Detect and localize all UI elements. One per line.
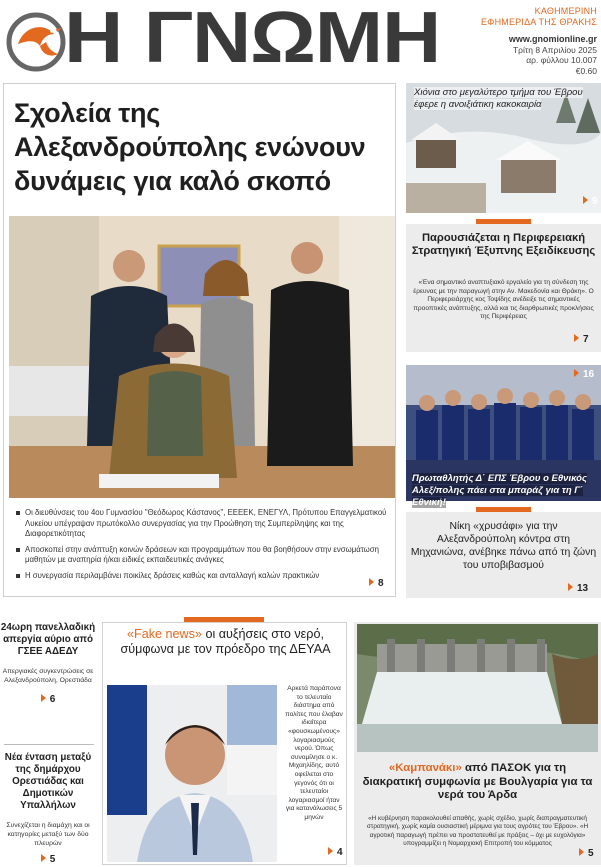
fake-news-page-ref[interactable]: 4 — [328, 847, 343, 858]
masthead — [0, 0, 601, 80]
left-column-lower — [0, 752, 96, 865]
divider — [4, 744, 94, 745]
tension-headline[interactable]: Νέα ένταση μεταξύ της δημάρχου Ορεστιάδας και Δημοτικών Υπαλλήλων — [4, 752, 92, 811]
strategy-headline[interactable]: Παρουσιάζεται η Περιφερειακή Στρατηγική Έξυπνης Εξειδίκευσης — [411, 232, 596, 257]
football-page-ref[interactable]: 16 — [574, 369, 594, 380]
snow-caption-text: Χιόνια στο μεγαλύτερο τμήμα του Έβρου έφερε η ανοιξιάτικη κακοκαιρία — [414, 87, 583, 110]
strategy-text: «Ένα σημαντικό αναπτυξιακό εργαλείο για τη σύνδεση της έρευνας με την παραγωγή στην Αν. Μακεδονία και Θράκη». Ο Περιφερειάρχης κος Τοψίδης ανέδειξε τις σημαντικές προοπτικές ανάπτυξης, αλλά και τις διαρθρωτικές προκλήσεις της Περιφέρειας — [413, 279, 594, 321]
football-caption[interactable] — [412, 473, 597, 509]
dam-waterfall-illustration — [357, 624, 598, 752]
strike-headline[interactable]: 24ωρη πανελλαδική απεργία αύριο από ΓΣΕΕ ΑΔΕΔΥ — [0, 622, 96, 657]
dam-photo — [357, 624, 598, 752]
football-caption-text: Πρωταθλητής Δ΄ ΕΠΣ Έβρου ο Εθνικός Αλεξ/πολης πάει στα μπαράζ για τη Γ΄ Εθνική! — [412, 473, 587, 508]
lead-bullet: Η συνεργασία περιλαμβάνει ποικίλες δράσεις καθώς και ανταλλαγή καλών πρακτικών — [16, 571, 388, 582]
left-column — [0, 622, 96, 705]
snow-story[interactable] — [406, 83, 601, 213]
dam-story[interactable] — [354, 622, 601, 865]
fake-news-story[interactable] — [102, 622, 347, 865]
dam-headline[interactable] — [360, 762, 595, 803]
football-story[interactable] — [406, 365, 601, 508]
masthead-title: Η ΓΝΩΜΗ — [64, 0, 441, 78]
masthead-price: €0.60 — [575, 66, 597, 76]
dam-title-rest: από ΠΑΣΟΚ για τη διακρατική συμφωνία με Βουλγαρία για τα νερά του Άρδα — [362, 762, 593, 801]
fake-news-headline[interactable] — [107, 627, 344, 657]
strike-text: Απεργιακές συγκεντρώσεις σε Αλεξανδρούπολη, Ορεστιάδα — [2, 668, 94, 684]
masthead-issue: αρ. φύλλου 10.007 — [526, 55, 597, 66]
dam-page-ref[interactable]: 5 — [579, 848, 594, 859]
lead-bullets — [16, 508, 388, 586]
fake-news-quote: «Fake news» — [127, 627, 202, 641]
dam-quote: «Καμπανάκι» — [388, 762, 462, 774]
man-portrait-illustration — [107, 685, 277, 862]
tension-page-ref[interactable]: 5 — [0, 854, 96, 865]
lead-headline[interactable]: Σχολεία της Αλεξανδρούπολης ενώνουν δυνάμεις για καλό σκοπό — [14, 98, 366, 196]
people-signing-illustration — [9, 216, 395, 498]
fake-news-photo — [107, 685, 277, 862]
lead-bullet: Αποσκοπεί στην ανάπτυξη κοινών δράσεων και προγραμμάτων που θα βοηθήσουν στην ενσωμάτωση μαθητών με αναπηρία ή/και ειδικές εκπαιδευτικές ανάγκες — [16, 545, 388, 566]
lead-page-ref[interactable]: 8 — [369, 578, 384, 589]
masthead-website[interactable]: www.gnomionline.gr — [508, 33, 597, 44]
masthead-daily: ΚΑΘΗΜΕΡΙΝΗ — [534, 6, 597, 16]
strategy-story[interactable] — [406, 224, 601, 352]
masthead-subtitle: ΕΦΗΜΕΡΙΔΑ ΤΗΣ ΘΡΑΚΗΣ — [480, 17, 597, 28]
dove-logo-icon — [6, 4, 68, 74]
gold-story[interactable] — [406, 512, 601, 598]
dam-text: «Η κυβέρνηση παρακολουθεί απαθής, χωρίς σχέδιο, χωρίς διαπραγματευτική στρατηγική, χωρίς καμία ουσιαστική μέριμνα για τους αγρότες του Έβρου». «Η αγροτική παραγωγή πρέπει να προστατευθεί με πράξεις – όχι με ευχολόγια» υπογραμμίζει η Νομαρχιακή Επιτροπή του κόμματος — [366, 815, 589, 848]
snow-page-ref[interactable]: 9 — [583, 196, 598, 207]
strategy-page-ref[interactable]: 7 — [574, 334, 589, 345]
masthead-date: Τρίτη 8 Απριλίου 2025 — [512, 44, 597, 55]
lead-photo — [9, 216, 395, 498]
gold-page-ref[interactable]: 13 — [568, 583, 588, 594]
lead-story[interactable] — [3, 83, 396, 597]
snow-caption — [414, 87, 599, 111]
gold-headline[interactable]: Νίκη «χρυσάφι» για την Αλεξανδρούπολη κόντρα στη Μηχανιώνα, ανέβηκε πάνω από τη ζώνη του υποβιβασμού — [410, 521, 597, 571]
fake-news-text: Αρκετά παράπονα το τελευταίο διάστημα από πολίτες που έλαβαν ιδιαίτερα «φουσκωμένους» λογαριασμούς νερού. Όπως συνομίλησε ο κ. Μιχαηλίδης, αυτό οφείλεται στο γεγονός ότι οι τελευταίοι λογαριασμοί ήταν για κατανάλωσεις 5 μηνών — [285, 685, 343, 821]
strike-page-ref[interactable]: 6 — [0, 694, 96, 705]
lead-bullet: Οι διευθύνσεις του 4ου Γυμνασίου "Θεόδωρος Κάστανος", ΕΕΕΕΚ, ΕΝΕΓΥΛ, Πρότυπου Επαγγελματικού Λυκείου υπέγραψαν πρωτόκολλο συνεργασίας για την Προώθηση της Συμπερίληψης και της Διαφορετικότητας — [16, 508, 388, 540]
tension-text: Συνεχίζεται η διαμάχη και οι κατηγορίες μεταξύ των δύο πλευρών — [6, 822, 90, 847]
fake-news-title-rest: οι αυξήσεις στο νερό, σύμφωνα με τον πρόεδρο της ΔΕΥΑΑ — [120, 627, 331, 656]
masthead-info — [447, 6, 597, 77]
